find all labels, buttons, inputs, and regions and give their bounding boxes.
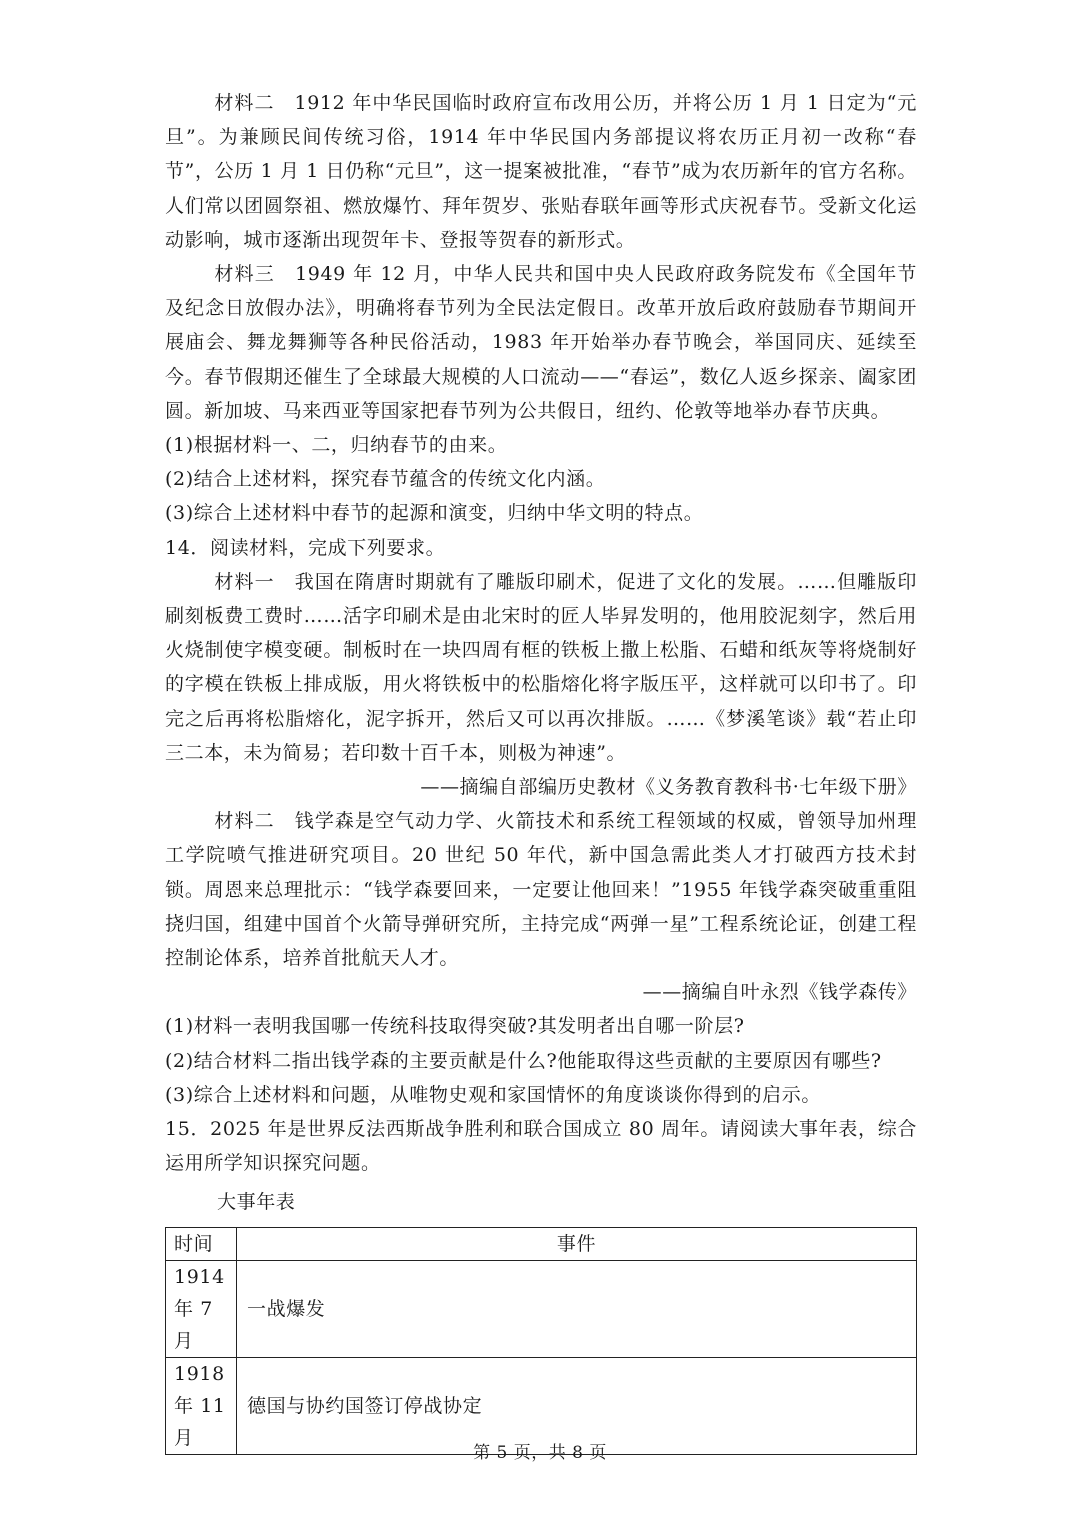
q14-material-2: 材料二 钱学森是空气动力学、火箭技术和系统工程领域的权威，曾领导加州理工学院喷气推进研究项目。20 世纪 50 年代，新中国急需此类人才打破西方技术封锁。周恩来总理批示：“钱学森要回来，一定要让他回来！”1955 年钱学森突破重重阻挠归国，组建中国首个火箭导弹研究所，主持完成“两弹一星”工程系统论证，创建工程控制论体系，培养首批航天人才。 — [165, 810, 917, 970]
q13-material-3: 材料三 1949 年 12 月，中华人民共和国中央人民政府政务院发布《全国年节及纪念日放假办法》，明确将春节列为全民法定假日。改革开放后政府鼓励春节期间开展庙会、舞龙舞狮等各种民俗活动，1983 年开始举办春节晚会，举国同庆、延续至今。春节假期还催生了全球最大规模的人口流动——“春运”，数亿人返乡探亲、阖家团圆。新加坡、马来西亚等国家把春节列为公共假日，纽约、伦敦等地举办春节庆典。 — [165, 263, 917, 422]
q13-question-1: (1)根据材料一、二，归纳春节的由来。 — [165, 434, 508, 457]
row-event: 一战爆发 — [237, 1260, 917, 1357]
table-caption: 大事年表 — [217, 1190, 296, 1213]
page-number-footer: 第 5 页，共 8 页 — [473, 1443, 607, 1463]
q15-text: 15．2025 年是世界反法西斯战争胜利和联合国成立 80 周年。请阅读大事年表，综合运用所学知识探究问题。 — [165, 1118, 917, 1175]
table-header-row — [166, 1227, 917, 1260]
q13-question-2: (2)结合上述材料，探究春节蕴含的传统文化内涵。 — [165, 468, 606, 491]
q14-title: 14．阅读材料，完成下列要求。 — [165, 536, 446, 559]
table-row — [166, 1260, 917, 1357]
row-time: 1914 年 7 月 — [166, 1260, 237, 1357]
row-event: 德国与协约国签订停战协定 — [237, 1357, 917, 1454]
q14-question-2: (2)结合材料二指出钱学森的主要贡献是什么?他能取得这些贡献的主要原因有哪些? — [165, 1049, 882, 1072]
q14-source-1: ——摘编自部编历史教材《义务教育教科书·七年级下册》 — [420, 776, 917, 799]
events-table — [165, 1227, 917, 1455]
q14-question-1: (1)材料一表明我国哪一传统科技取得突破?其发明者出自哪一阶层? — [165, 1015, 745, 1038]
row-time: 1918 年 11 月 — [166, 1357, 237, 1454]
q13-question-3: (3)综合上述材料中春节的起源和演变，归纳中华文明的特点。 — [165, 502, 704, 525]
q14-material-1: 材料一 我国在隋唐时期就有了雕版印刷术，促进了文化的发展。……但雕版印刷刻板费工费时……活字印刷术是由北宋时的匠人毕昇发明的，他用胶泥刻字，然后用火烧制使字模变硬。制板时在一块四周有框的铁板上撒上松脂、石蜡和纸灰等将烧制好的字模在铁板上排成版，用火将铁板中的松脂熔化将字版压平，这样就可以印书了。印完之后再将松脂熔化，泥字拆开，然后又可以再次排版。……《梦溪笔谈》载“若止印三二本，未为简易；若印数十百千本，则极为神速”。 — [165, 570, 917, 764]
q14-question-3: (3)综合上述材料和问题，从唯物史观和家国情怀的角度谈谈你得到的启示。 — [165, 1083, 821, 1106]
header-event: 事件 — [237, 1227, 917, 1260]
q13-material-2: 材料二 1912 年中华民国临时政府宣布改用公历，并将公历 1 月 1 日定为“元旦”。为兼顾民间传统习俗，1914 年中华民国内务部提议将农历正月初一改称“春节”，公历 1 月 1 日仍称“元旦”，这一提案被批准，“春节”成为农历新年的官方名称。人们常以团圆祭祖、燃放爆竹、拜年贺岁、张贴春联年画等形式庆祝春节。受新文化运动影响，城市逐渐出现贺年卡、登报等贺春的新形式。 — [165, 92, 917, 251]
q14-source-2: ——摘编自叶永烈《钱学森传》 — [642, 981, 917, 1004]
page-content — [165, 86, 917, 1455]
header-time: 时间 — [166, 1227, 237, 1260]
